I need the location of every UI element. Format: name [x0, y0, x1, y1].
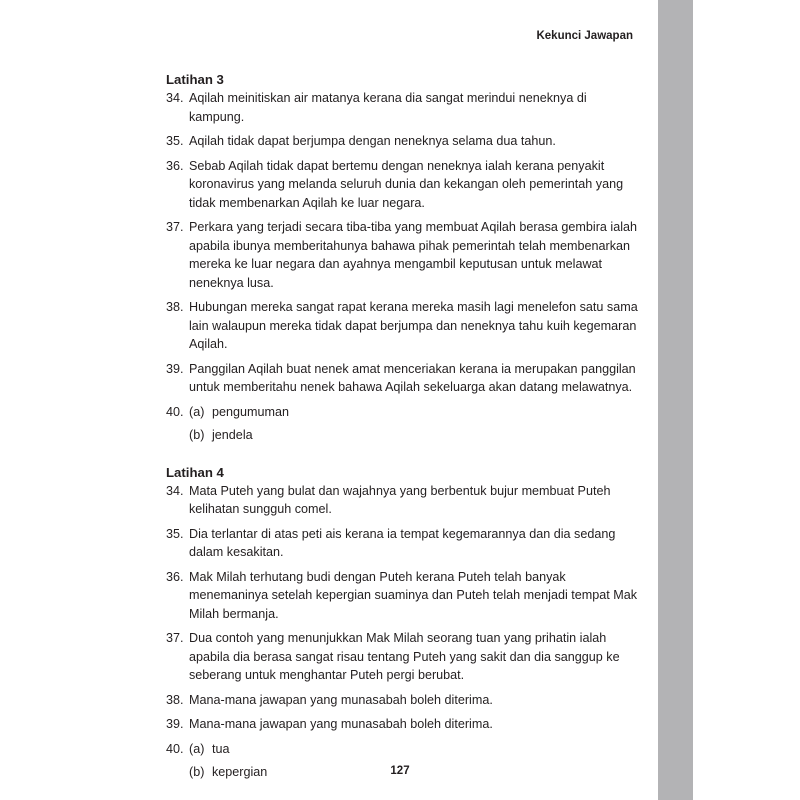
item-text: Sebab Aqilah tidak dapat bertemu dengan neneknya ialah kerana penyakit koronavirus yang melanda seluruh dunia dan kekangan oleh pemerintah yang tidak membenarkan Aqilah ke luar negara.: [189, 158, 624, 210]
section-title: Latihan 3: [166, 72, 224, 87]
section-latihan-4: [166, 464, 644, 782]
item-number: 39.: [166, 361, 184, 376]
side-margin-bar: [658, 0, 693, 800]
answer-item: [166, 89, 644, 126]
answer-item: [166, 691, 644, 710]
running-head: Kekunci Jawapan: [536, 30, 633, 42]
sub-text: pengumuman: [212, 404, 290, 419]
item-number: 37.: [166, 631, 184, 645]
answer-item: [166, 482, 644, 519]
item-text: Aqilah tidak dapat berjumpa dengan neneknya selama dua tahun.: [189, 134, 556, 148]
item-text: Mak Milah terhutang budi dengan Puteh kerana Puteh telah banyak menemaninya setelah kepergian suaminya dan Puteh telah menjadi tempat Mak Milah bermanja.: [189, 569, 638, 621]
sub-answer-a: [189, 740, 644, 759]
item-number: 40.: [166, 741, 184, 756]
item-number: 34.: [166, 483, 184, 498]
answer-item: [166, 218, 644, 292]
answer-item: [166, 132, 644, 151]
item-number: 38.: [166, 692, 184, 707]
sub-label: (a): [189, 741, 205, 756]
answer-item: [166, 525, 644, 562]
item-text: Mana-mana jawapan yang munasabah boleh diterima.: [189, 692, 493, 707]
sub-text: kepergian: [212, 765, 268, 779]
item-text: Aqilah meinitiskan air matanya kerana dia sangat merindui neneknya di kampung.: [189, 91, 587, 124]
item-text: Dia terlantar di atas peti ais kerana ia tempat kegemarannya dan dia sedang dalam kesakitan.: [189, 526, 616, 559]
section-latihan-3: [166, 71, 644, 445]
answer-item: [166, 403, 644, 445]
answer-item: [166, 715, 644, 734]
sub-text: jendela: [212, 428, 253, 442]
item-number: 36.: [166, 569, 184, 584]
item-number: 36.: [166, 158, 184, 173]
item-text: Mata Puteh yang bulat dan wajahnya yang berbentuk bujur membuat Puteh kelihatan sungguh comel.: [189, 483, 611, 516]
sub-label: (b): [189, 765, 205, 779]
sub-answer-a: [189, 403, 644, 422]
item-number: 37.: [166, 220, 184, 234]
section-title: Latihan 4: [166, 464, 224, 480]
item-text: Panggilan Aqilah buat nenek amat menceriakan kerana ia merupakan panggilan untuk memberitahu nenek bahawa Aqilah sekeluarga akan datang melawatnya.: [189, 361, 636, 394]
answer-item: [166, 157, 644, 213]
sub-text: tua: [212, 741, 230, 756]
page-number: 127: [390, 765, 410, 777]
item-text: Dua contoh yang menunjukkan Mak Milah seorang tuan yang prihatin ialah apabila dia berasa sangat risau tentang Puteh yang sakit dan dia sanggup ke seberang untuk menghantar Puteh pergi berubat.: [189, 631, 620, 682]
item-number: 35.: [166, 134, 184, 148]
item-text: Mana-mana jawapan yang munasabah boleh diterima.: [189, 717, 493, 731]
answer-item: [166, 298, 644, 354]
item-number: 38.: [166, 300, 184, 314]
sub-answer-b: [189, 426, 644, 445]
answer-list: [166, 89, 644, 445]
answer-item: [166, 360, 644, 397]
answer-item: [166, 629, 644, 685]
item-number: 35.: [166, 526, 184, 541]
item-text: Perkara yang terjadi secara tiba-tiba yang membuat Aqilah berasa gembira ialah apabila ibunya memberitahunya bahawa pihak pemerintah telah membenarkan mereka ke luar negara dan ayahnya mengambil keputusan untuk melawat neneknya lusa.: [189, 220, 638, 290]
sub-label: (b): [189, 428, 205, 442]
answer-key-content: [166, 71, 644, 788]
item-number: 40.: [166, 404, 184, 419]
item-number: 39.: [166, 717, 184, 731]
answer-item: [166, 568, 644, 624]
answer-list: [166, 482, 644, 782]
item-text: Hubungan mereka sangat rapat kerana mereka masih lagi menelefon satu sama lain walaupun mereka tidak dapat berjumpa dan neneknya tahu kuih kegemaran Aqilah.: [189, 300, 638, 351]
item-number: 34.: [166, 91, 184, 105]
sub-label: (a): [189, 404, 205, 419]
